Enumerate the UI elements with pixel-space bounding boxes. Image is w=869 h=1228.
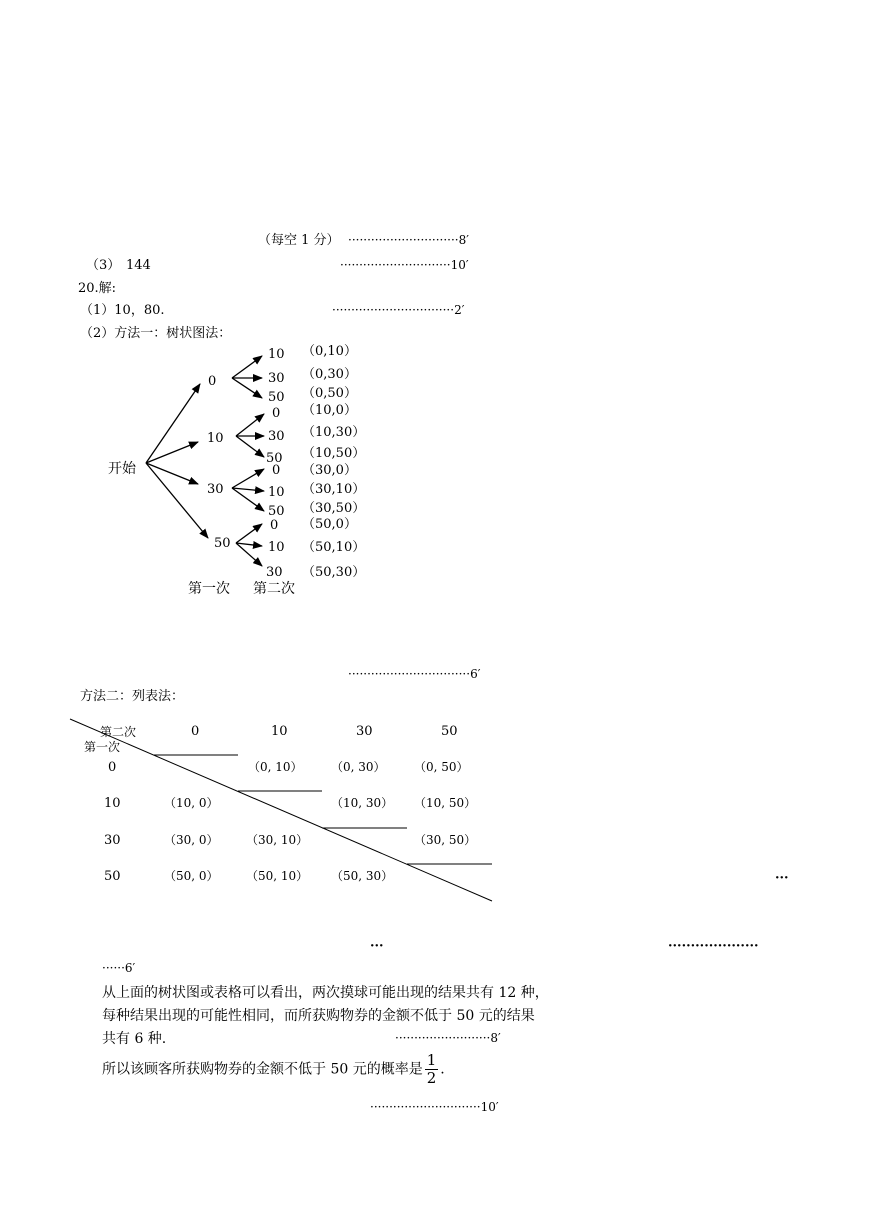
tree-outcome: （0,50） [302, 386, 357, 401]
conclusion-line: 从上面的树状图或表格可以看出，两次摸球可能出现的结果共有 12 种， [102, 985, 549, 1001]
tree-outcome: （10,0） [302, 403, 357, 418]
tree-outcome: （0,10） [302, 344, 357, 359]
tree-outcome: （10,30） [302, 425, 366, 440]
table-cell: （0, 30） [331, 760, 386, 774]
table-cell: （50, 0） [164, 869, 219, 883]
tree-second-node: 30 [268, 429, 285, 444]
final-answer-period: . [440, 1061, 445, 1078]
table-cell: （10, 50） [414, 796, 477, 810]
trailing-dots: ··· [370, 939, 384, 954]
item2-method1: （2）方法一：树状图法： [80, 326, 232, 341]
table-cell: （0, 50） [414, 760, 469, 774]
tree-second-node: 30 [268, 371, 285, 386]
table-cell: （0, 10） [248, 760, 303, 774]
tree-outcome: （30,50） [302, 501, 366, 516]
conclusion-line: 每种结果出现的可能性相同，而所获购物券的金额不低于 50 元的结果 [102, 1008, 535, 1024]
table-col-header: 50 [441, 724, 458, 739]
table-cell: （30, 10） [246, 833, 309, 847]
question-20-heading: 20.解: [78, 281, 117, 296]
table-col-header: 10 [271, 724, 288, 739]
score-mark-10: ·····························10′ [340, 258, 469, 272]
table-cell: （50, 10） [246, 869, 309, 883]
tree-start-node: 开始 [108, 461, 136, 477]
score-mark-10b: ·····························10′ [370, 1100, 499, 1114]
table-col-header: 0 [191, 724, 200, 739]
trailing-dots: ···················· [668, 939, 759, 954]
tree-outcome: （0,30） [302, 367, 357, 382]
method2-heading: 方法二：列表法： [80, 689, 185, 704]
score-mark-6: ································6′ [348, 667, 481, 681]
final-answer [102, 1052, 445, 1087]
tree-second-node: 30 [266, 565, 283, 580]
table-cell: （10, 0） [164, 796, 219, 810]
tree-second-node: 0 [270, 518, 279, 533]
tree-label-second: 第二次 [253, 581, 295, 597]
tree-outcome: （50,30） [302, 565, 366, 580]
per-blank-note: （每空 1 分） [258, 233, 340, 248]
table-col-header: 30 [356, 724, 373, 739]
tree-outcome: （50,0） [302, 517, 357, 532]
conclusion-line: 共有 6 种. [102, 1031, 167, 1047]
tree-second-node: 50 [268, 504, 285, 519]
table-row-header: 0 [108, 760, 117, 775]
final-answer-text: 所以该顾客所获购物券的金额不低于 50 元的概率是 [102, 1061, 423, 1078]
tree-label-first: 第一次 [188, 581, 230, 597]
tree-outcome: （10,50） [302, 446, 366, 461]
tree-first-node: 50 [214, 536, 231, 551]
tree-second-node: 10 [268, 347, 285, 362]
table-cell: （50, 30） [331, 869, 394, 883]
tree-second-node: 0 [272, 406, 281, 421]
tree-second-node: 50 [266, 451, 283, 466]
tree-outcome: （30,0） [302, 463, 357, 478]
tree-outcome: （50,10） [302, 540, 366, 555]
trailing-dots: ··· [775, 871, 789, 886]
tree-first-node: 30 [207, 482, 224, 497]
table-corner-bottom: 第一次 [84, 740, 121, 754]
table-row-header: 50 [104, 869, 121, 884]
score-mark-6b: ······6′ [102, 961, 136, 975]
tree-outcome: （30,10） [302, 482, 366, 497]
score-mark-8b: ·························8′ [395, 1031, 501, 1045]
table-row-header: 10 [104, 796, 121, 811]
tree-second-node: 50 [268, 390, 285, 405]
table-cell: （30, 50） [414, 833, 477, 847]
tree-first-node: 10 [207, 431, 224, 446]
item1-answer: （1）10，80. [80, 303, 165, 318]
tree-first-node: 0 [208, 374, 217, 389]
item3-label: （3） [86, 258, 121, 273]
table-row-header: 30 [104, 833, 121, 848]
table-cell: （10, 30） [331, 796, 394, 810]
tree-second-node: 10 [268, 485, 285, 500]
fraction-denominator: 2 [426, 1069, 437, 1087]
score-mark-2: ································2′ [332, 303, 465, 317]
fraction-numerator: 1 [426, 1051, 437, 1069]
table-cell: （30, 0） [164, 833, 219, 847]
probability-fraction [425, 1052, 439, 1087]
tree-second-node: 10 [268, 540, 285, 555]
tree-second-node: 0 [272, 463, 281, 478]
item3-value: 144 [126, 258, 151, 273]
table-corner-top: 第二次 [100, 725, 137, 739]
score-mark-8: ·····························8′ [348, 233, 469, 247]
